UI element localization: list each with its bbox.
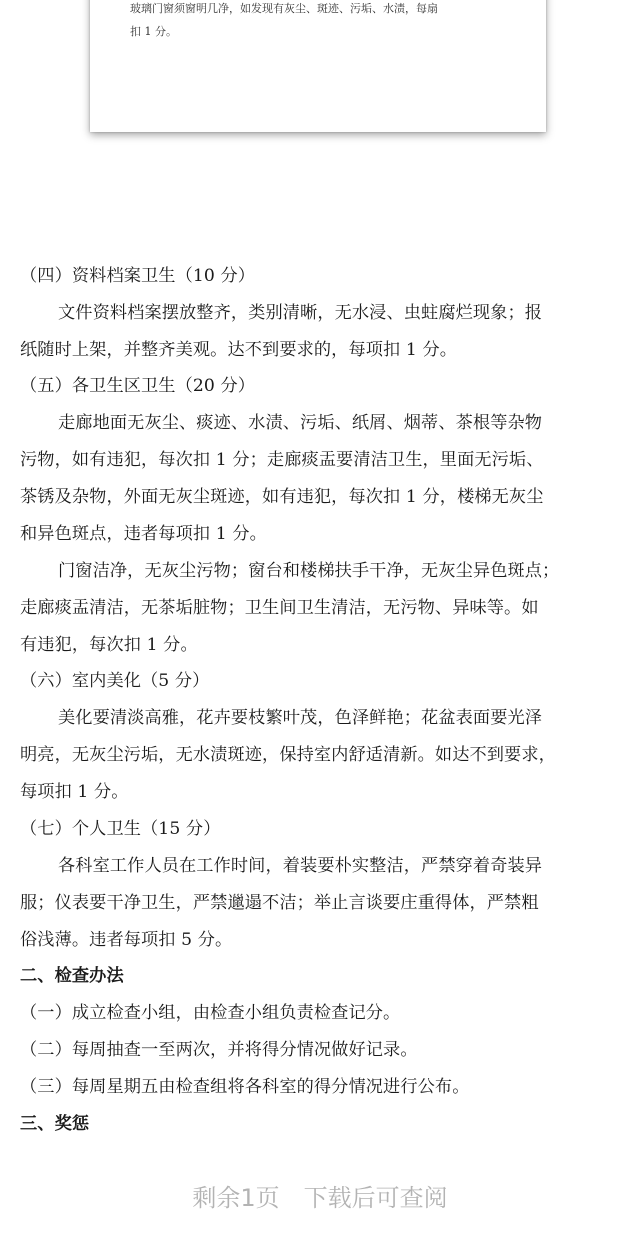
section-heading: （五）各卫生区卫生（20 分） [20,376,256,396]
paragraph-line: 有违犯，每次扣 1 分。 [20,635,198,655]
section-heading: （四）资料档案卫生（10 分） [20,266,256,286]
list-item: （一）成立检查小组，由检查小组负责检查记分。 [20,1003,401,1023]
paragraph-line: 茶锈及杂物，外面无灰尘斑迹，如有违犯，每次扣 1 分，楼梯无灰尘 [20,487,544,507]
paragraph-line: 美化要清淡高雅，花卉要枝繁叶茂，色泽鲜艳；花盆表面要光泽 [58,708,543,728]
paragraph-line: 污物，如有违犯，每次扣 1 分；走廊痰盂要清洁卫生，里面无污垢、 [20,450,544,470]
preview-line: 扣 1 分。 [130,25,177,38]
paragraph-line: 走廊地面无灰尘、痰迹、水渍、污垢、纸屑、烟蒂、茶根等杂物 [58,413,543,433]
paragraph-line: 明亮，无灰尘污垢，无水渍斑迹，保持室内舒适清新。如达不到要求， [20,745,556,765]
list-item: （三）每周星期五由检查组将各科室的得分情况进行公布。 [20,1077,470,1097]
paragraph-line: 各科室工作人员在工作时间，着装要朴实整洁，严禁穿着奇装异 [58,856,543,876]
paragraph-line: 俗浅薄。违者每项扣 5 分。 [20,930,233,950]
paragraph-line: 文件资料档案摆放整齐，类别清晰，无水浸、虫蛀腐烂现象；报 [58,303,543,323]
section-heading: （七）个人卫生（15 分） [20,819,221,839]
preview-line: 玻璃门窗须窗明几净，如发现有灰尘、斑迹、污垢、水渍，每扇 [130,2,438,15]
chapter-heading: 三、奖惩 [20,1114,90,1134]
paragraph-line: 服；仪表要干净卫生，严禁邋遢不洁；举止言谈要庄重得体，严禁粗 [20,893,539,913]
paragraph-line: 走廊痰盂清洁，无茶垢脏物；卫生间卫生清洁，无污物、异味等。如 [20,598,539,618]
paragraph-line: 和异色斑点，违者每项扣 1 分。 [20,524,267,544]
remaining-pages-download-prompt[interactable]: 剩余1页 下载后可查阅 [192,1184,448,1212]
preview-page-card [90,0,546,132]
paragraph-line: 门窗洁净，无灰尘污物；窗台和楼梯扶手干净，无灰尘异色斑点； [58,561,560,581]
section-heading: （六）室内美化（5 分） [20,671,210,691]
list-item: （二）每周抽查一至两次，并将得分情况做好记录。 [20,1040,418,1060]
paragraph-line: 纸随时上架，并整齐美观。达不到要求的，每项扣 1 分。 [20,340,458,360]
paragraph-line: 每项扣 1 分。 [20,782,129,802]
chapter-heading: 二、检查办法 [20,966,124,986]
